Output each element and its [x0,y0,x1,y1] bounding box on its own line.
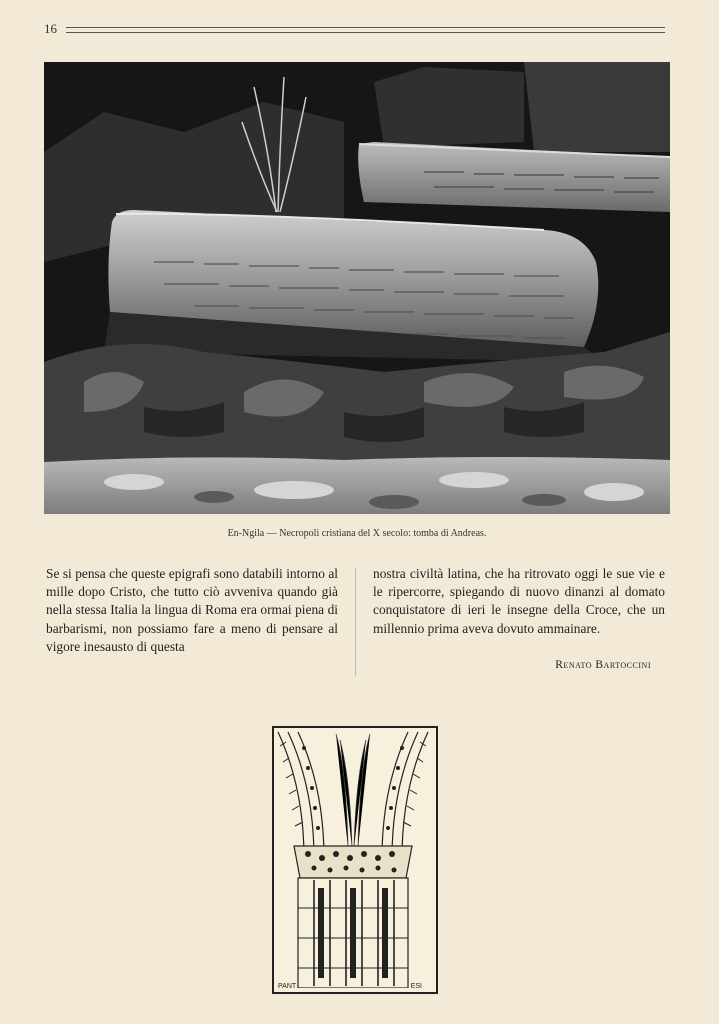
illustration-signature-right: ESI [410,983,422,990]
article-left-column: Se si pensa che queste epigrafi sono databili intorno al mille dopo Cristo, che tutto ciò avveniva quando già nella stessa Italia la lingua di Roma era ormai piena di barbarismi, non possiamo fare a meno di pensare al vigore inesausto di questa [46,566,338,654]
author-signature: Renato Bartoccini [555,659,651,671]
article-right-column: nostra civiltà latina, che ha ritrovato oggi le sue vie e le ripercorre, spiegando di nuovo dinanzi al domato conquistatore di ieri le insegne della Croce, che un millennio prima aveva dovuto ammainare. [373,566,665,636]
header-rule [66,27,665,33]
tomb-photograph [44,62,670,514]
page-number: 16 [44,21,57,36]
photo-caption: En-Ngila — Necropoli cristiana del X secolo: tomba di Andreas. [227,528,487,539]
column-divider [355,568,356,676]
illustration-signature-left: PANT [278,983,297,990]
arch-engraving [272,726,438,994]
